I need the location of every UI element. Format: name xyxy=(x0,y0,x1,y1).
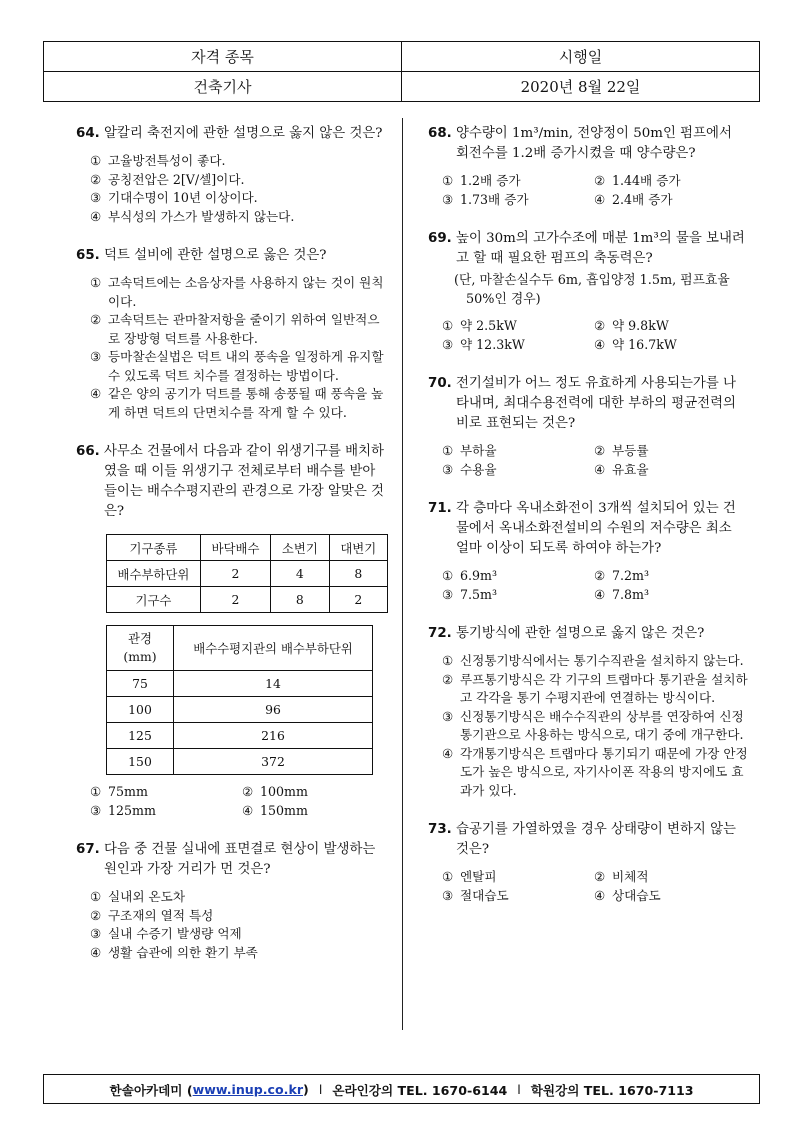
table-cell: 216 xyxy=(174,723,373,749)
table-cell: 2 xyxy=(200,561,270,587)
table-header-cell: 바닥배수 xyxy=(200,535,270,561)
question-number: 72. xyxy=(428,626,452,641)
option-list xyxy=(428,442,748,479)
option-item: ④ 유효율 xyxy=(594,461,649,477)
question-text: 65. 덕트 설비에 관한 설명으로 옳은 것은? xyxy=(76,246,388,266)
question-number: 70. xyxy=(428,376,452,391)
question-text: 72. 통기방식에 관한 설명으로 옳지 않은 것은? xyxy=(428,624,748,644)
option-item: ② 루프통기방식은 각 기구의 트랩마다 통기관을 설치하고 각각을 통기 수평지관에 연결하는 방식이다. xyxy=(442,671,748,705)
question-65 xyxy=(76,246,388,422)
footer-online-phone: 온라인강의 TEL. 1670-6144 xyxy=(332,1082,508,1098)
footer-separator: l xyxy=(517,1081,521,1097)
table-row xyxy=(107,671,373,697)
option-item: ② 구조재의 열적 특성 xyxy=(90,907,214,923)
question-64 xyxy=(76,124,388,226)
question-67 xyxy=(76,840,388,962)
option-item: ① 고율방전특성이 좋다. xyxy=(90,153,226,168)
question-text: 71. 각 층마다 옥내소화전이 3개씩 설치되어 있는 건물에서 옥내소화전설비의 수원의 저수량은 최소 얼마 이상이 되도록 하여야 하는가? xyxy=(428,501,736,556)
header-value-row xyxy=(44,71,759,101)
table-row xyxy=(107,697,373,723)
option-list xyxy=(428,567,748,604)
header-label-row xyxy=(44,42,759,71)
question-73 xyxy=(428,820,748,905)
table-header-cell: 기구종류 xyxy=(107,535,201,561)
question-number: 69. xyxy=(428,231,452,246)
exam-header-table xyxy=(43,41,760,102)
table-row xyxy=(107,561,388,587)
option-list xyxy=(428,172,748,209)
table-cell: 125 xyxy=(107,723,174,749)
table-cell: 기구수 xyxy=(107,587,201,613)
question-number: 64. xyxy=(76,126,100,141)
footer-website-link[interactable]: www.inup.co.kr xyxy=(192,1081,304,1097)
footer-offline-phone: 학원강의 TEL. 1670-7113 xyxy=(530,1082,694,1098)
table-header-cell: 소변기 xyxy=(271,535,329,561)
right-column xyxy=(428,124,748,925)
question-number: 68. xyxy=(428,126,452,141)
option-item: ① 1.2배 증가 xyxy=(442,173,521,188)
table-header-row xyxy=(107,626,373,671)
table-cell: 372 xyxy=(174,749,373,775)
footer-bar xyxy=(43,1074,760,1104)
question-text: 69. 높이 30m의 고가수조에 매분 1m³의 물을 보내려고 할 때 필요한 펌프의 축동력은? xyxy=(428,231,745,266)
table-cell: 2 xyxy=(200,587,270,613)
option-item: ④ 생활 습관에 의한 환기 부족 xyxy=(90,944,258,960)
option-item: ③ 수용율 xyxy=(442,461,497,477)
pipe-size-table xyxy=(106,625,373,775)
option-list xyxy=(76,152,388,226)
date-label: 시행일 xyxy=(401,42,759,71)
option-item: ③ 125mm xyxy=(90,802,156,818)
option-item: ③ 약 12.3kW xyxy=(442,336,525,352)
table-row xyxy=(107,587,388,613)
footer-separator: l xyxy=(318,1081,323,1097)
option-item: ② 부등률 xyxy=(594,443,649,458)
question-number: 73. xyxy=(428,822,452,837)
option-item: ③ 신정통기방식은 배수수직관의 상부를 연장하여 신정통기관으로 사용하는 방식으로, 대기 중에 개구한다. xyxy=(442,708,744,742)
table-header-cell: 대변기 xyxy=(329,535,387,561)
question-text: 67. 다음 중 건물 실내에 표면결로 현상이 발생하는 원인과 가장 거리가 먼 것은? xyxy=(76,842,376,877)
option-item: ③ 실내 수증기 발생량 억제 xyxy=(90,926,242,941)
option-list xyxy=(76,783,388,820)
option-item: ① 엔탈피 xyxy=(442,869,497,884)
table-header-cell: 관경 (mm) xyxy=(107,626,174,671)
table-header-cell: 배수수평지관의 배수부하단위 xyxy=(174,626,373,671)
option-item: ② 100mm xyxy=(242,784,308,799)
question-condition: (단, 마찰손실수두 6m, 흡입양정 1.5m, 펌프효율 50%인 경우) xyxy=(454,273,730,307)
option-item: ④ 2.4배 증가 xyxy=(594,191,673,207)
option-item: ② 약 9.8kW xyxy=(594,318,669,333)
question-number: 65. xyxy=(76,248,100,263)
option-item: ② 비체적 xyxy=(594,869,649,884)
option-list xyxy=(428,652,748,800)
question-72 xyxy=(428,624,748,800)
question-number: 67. xyxy=(76,842,100,857)
table-row xyxy=(107,749,373,775)
option-item: ④ 각개통기방식은 트랩마다 통기되기 때문에 가장 안정도가 높은 방식으로, 자기사이폰 작용의 방지에도 효과가 있다. xyxy=(442,745,748,798)
footer-brand-close: ) xyxy=(303,1081,309,1097)
table-row xyxy=(107,723,373,749)
question-text: 64. 알칼리 축전지에 관한 설명으로 옳지 않은 것은? xyxy=(76,124,388,144)
option-item: ① 부하율 xyxy=(442,443,497,458)
question-68 xyxy=(428,124,748,209)
subject-label: 자격 종목 xyxy=(191,48,254,66)
option-item: ④ 150mm xyxy=(242,802,308,818)
column-divider xyxy=(402,118,403,1030)
option-item: ① 고속덕트에는 소음상자를 사용하지 않는 것이 원칙이다. xyxy=(90,275,384,309)
option-item: ④ 부식성의 가스가 발생하지 않는다. xyxy=(90,208,295,224)
question-number: 71. xyxy=(428,501,452,516)
option-item: ① 신정통기방식에서는 통기수직관을 설치하지 않는다. xyxy=(442,653,744,668)
table-cell: 100 xyxy=(107,697,174,723)
option-item: ② 고속덕트는 관마찰저항을 줄이기 위하여 일반적으로 장방형 덕트를 사용한다. xyxy=(90,312,380,346)
option-item: ① 약 2.5kW xyxy=(442,318,517,333)
question-71 xyxy=(428,499,748,604)
table-cell: 8 xyxy=(329,561,387,587)
option-item: ① 75mm xyxy=(90,784,148,799)
table-cell: 배수부하단위 xyxy=(107,561,201,587)
option-list xyxy=(76,888,388,962)
option-item: ④ 상대습도 xyxy=(594,887,661,903)
table-cell: 8 xyxy=(271,587,329,613)
option-item: ③ 기대수명이 10년 이상이다. xyxy=(90,190,258,205)
question-text: 70. 전기설비가 어느 정도 유효하게 사용되는가를 나타내며, 최대수용전력에 대한 부하의 평균전력의 비로 표현되는 것은? xyxy=(428,376,736,431)
table-header-row xyxy=(107,535,388,561)
option-item: ① 6.9m³ xyxy=(442,568,498,583)
footer-brand: 한솔아카데미 ( xyxy=(109,1082,193,1098)
table-cell: 96 xyxy=(174,697,373,723)
question-66 xyxy=(76,442,388,820)
date-value: 2020년 8월 22일 xyxy=(401,72,759,101)
left-column xyxy=(76,124,388,982)
question-70 xyxy=(428,374,748,479)
question-69 xyxy=(428,229,748,354)
option-list xyxy=(428,868,748,905)
table-cell: 4 xyxy=(271,561,329,587)
option-item: ② 1.44배 증가 xyxy=(594,173,681,188)
option-item: ④ 약 16.7kW xyxy=(594,336,677,352)
option-item: ③ 1.73배 증가 xyxy=(442,191,529,207)
table-cell: 75 xyxy=(107,671,174,697)
option-item: ③ 등마찰손실법은 덕트 내의 풍속을 일정하게 유지할 수 있도록 덕트 치수를 결정하는 방법이다. xyxy=(90,349,384,383)
option-item: ② 공칭전압은 2[V/셀]이다. xyxy=(90,171,245,187)
question-text: 66. 사무소 건물에서 다음과 같이 위생기구를 배치하였을 때 이들 위생기구 전체로부터 배수를 받아들이는 배수수평지관의 관경으로 가장 알맞은 것은? xyxy=(76,444,384,519)
option-item: ② 7.2m³ xyxy=(594,568,650,583)
table-cell: 2 xyxy=(329,587,387,613)
table-cell: 14 xyxy=(174,671,373,697)
question-text: 73. 습공기를 가열하였을 경우 상태량이 변하지 않는 것은? xyxy=(428,822,736,857)
fixture-load-table xyxy=(106,534,388,613)
question-text: 68. 양수량이 1m³/min, 전양정이 50m인 펌프에서 회전수를 1.2배 증가시켰을 때 양수량은? xyxy=(428,126,732,161)
option-list xyxy=(428,317,748,354)
option-item: ③ 7.5m³ xyxy=(442,586,498,602)
option-item: ③ 절대습도 xyxy=(442,887,509,903)
option-item: ④ 7.8m³ xyxy=(594,586,650,602)
subject-value: 건축기사 xyxy=(193,78,252,96)
table-cell: 150 xyxy=(107,749,174,775)
question-number: 66. xyxy=(76,444,100,459)
option-list xyxy=(76,274,388,422)
option-item: ① 실내외 온도차 xyxy=(90,889,185,904)
option-item: ④ 같은 양의 공기가 덕트를 통해 송풍될 때 풍속을 높게 하면 덕트의 단면치수를 작게 할 수 있다. xyxy=(90,386,384,420)
